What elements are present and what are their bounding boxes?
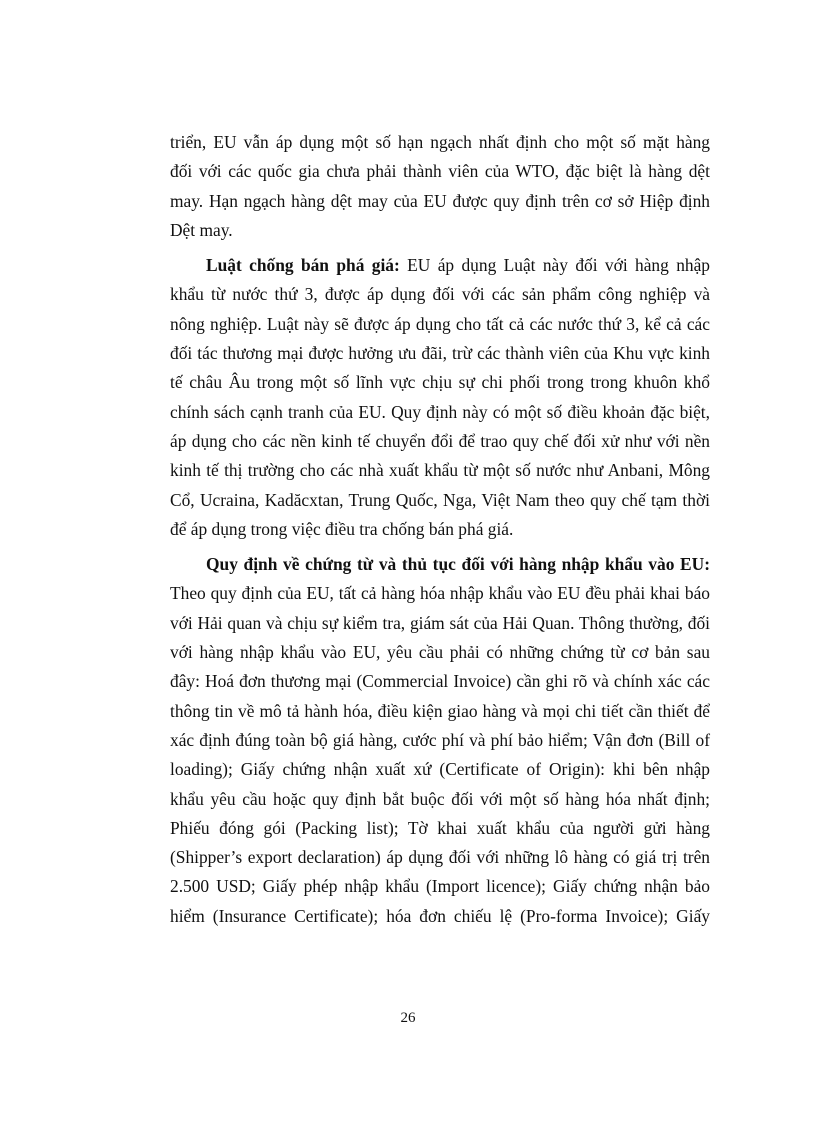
- text-line: với hàng nhập khẩu vào EU, yêu cầu phải có những chứng từ cơ bản sau: [170, 642, 710, 663]
- text-line: may. Hạn ngạch hàng dệt may của EU được quy định trên cơ sở Hiệp định: [170, 190, 710, 211]
- text-line: đối tác thương mại được hưởng ưu đãi, trừ các thành viên của Khu vực kinh: [170, 343, 710, 364]
- text-line: thông tin về mô tả hành hóa, điều kiện giao hàng và mọi chi tiết cần thiết để: [170, 700, 710, 721]
- text-line: [170, 550, 710, 579]
- text-line: chính sách cạnh tranh của EU. Quy định này có một số điều khoản đặc biệt,: [170, 401, 710, 422]
- body-text: [170, 128, 710, 931]
- text-line: [170, 251, 710, 280]
- text-line: triển, EU vẫn áp dụng một số hạn ngạch nhất định cho một số mặt hàng: [170, 132, 710, 152]
- paragraph: [170, 550, 710, 931]
- text-line: Cổ, Ucraina, Kadăcxtan, Trung Quốc, Nga, Việt Nam theo quy chế tạm thời: [170, 489, 710, 510]
- text-run: EU áp dụng Luật này đối với hàng nhập: [399, 255, 710, 276]
- paragraph: [170, 128, 710, 245]
- text-line: đây: Hoá đơn thương mại (Commercial Invoice) cần ghi rõ và chính xác các: [170, 671, 710, 692]
- text-line: hiểm (Insurance Certificate); hóa đơn chiếu lệ (Pro-forma Invoice); Giấy: [170, 905, 710, 926]
- text-line: khẩu yêu cầu hoặc quy định bắt buộc đối với một số hàng hóa nhất định;: [170, 788, 710, 809]
- page-number: 26: [400, 1010, 416, 1026]
- text-line: áp dụng cho các nền kinh tế chuyển đổi để trao quy chế đối xử như với nền: [170, 430, 710, 451]
- text-line: (Shipper’s export declaration) áp dụng đối với những lô hàng có giá trị trên: [170, 847, 710, 868]
- text-line: tế châu Âu trong một số lĩnh vực chịu sự chi phối trong trong khuôn khổ: [170, 372, 710, 393]
- text-line: kinh tế thị trường cho các nhà xuất khẩu từ một số nước như Anbani, Mông: [170, 460, 710, 481]
- paragraph-heading: Luật chống bán phá giá:: [206, 255, 400, 276]
- text-line: với Hải quan và chịu sự kiểm tra, giám sát của Hải Quan. Thông thường, đối: [170, 612, 710, 633]
- text-line: Dệt may.: [170, 219, 233, 240]
- text-line: đối với các quốc gia chưa phải thành viên của WTO, đặc biệt là hàng dệt: [170, 161, 710, 182]
- text-line: Phiếu đóng gói (Packing list); Tờ khai xuất khẩu của người gửi hàng: [170, 817, 710, 838]
- text-line: để áp dụng trong việc điều tra chống bán phá giá.: [170, 518, 514, 539]
- paragraph-heading: Quy định về chứng từ và thủ tục đối với hàng nhập khẩu vào EU:: [206, 554, 710, 575]
- text-line: khẩu từ nước thứ 3, được áp dụng đối với các sản phẩm công nghiệp và: [170, 284, 710, 305]
- text-line: loading); Giấy chứng nhận xuất xứ (Certificate of Origin): khi bên nhập: [170, 759, 710, 780]
- paragraph: [170, 251, 710, 544]
- text-line: Theo quy định của EU, tất cả hàng hóa nhập khẩu vào EU đều phải khai báo: [170, 583, 710, 604]
- text-line: nông nghiệp. Luật này sẽ được áp dụng cho tất cả các nước thứ 3, kể cả các: [170, 313, 710, 334]
- text-line: 2.500 USD; Giấy phép nhập khẩu (Import licence); Giấy chứng nhận bảo: [170, 876, 710, 897]
- text-line: xác định đúng toàn bộ giá hàng, cước phí và phí bảo hiểm; Vận đơn (Bill of: [170, 729, 710, 750]
